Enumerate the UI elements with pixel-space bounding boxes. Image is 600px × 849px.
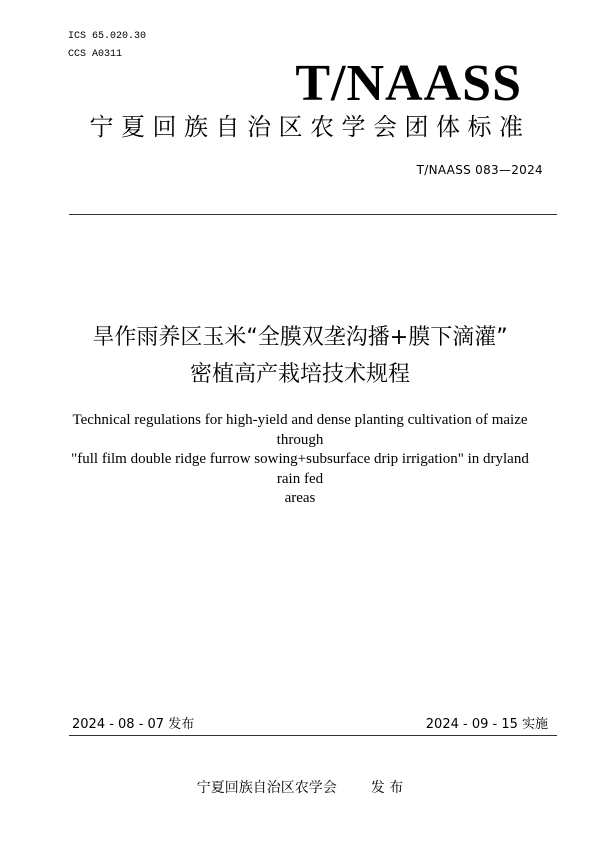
ccs-code: CCS A0311 [68,49,123,60]
ics-code: ICS 65.020.30 [68,31,147,42]
issuer-line [0,777,600,797]
english-title-line-1: Technical regulations for high-yield and dense planting cultivation of maize through [72,412,528,448]
english-title [60,411,540,509]
standard-number: T/NAASS 083—2024 [416,163,543,177]
chinese-title-line-1: 旱作雨养区玉米“全膜双垄沟播+膜下滴灌” [92,325,508,350]
issue-action: 发 布 [370,780,404,796]
implementation-date: 2024 - 09 - 15 实施 [425,717,548,732]
bottom-divider [69,735,557,736]
org-standard-title: 宁夏回族自治区农学会团体标准 [89,113,531,141]
issuing-organization: 宁夏回族自治区农学会 [196,780,337,796]
standard-logo: T/NAASS [295,55,522,112]
chinese-title-line-2: 密植高产栽培技术规程 [189,362,410,387]
chinese-title [40,319,560,393]
classification-codes [68,28,146,64]
top-divider [69,214,557,215]
publish-date: 2024 - 08 - 07 发布 [72,717,195,732]
english-title-line-2: "full film double ridge furrow sowing+subsurface drip irrigation" in dryland rain fed [71,451,529,487]
english-title-line-3: areas [284,490,316,506]
